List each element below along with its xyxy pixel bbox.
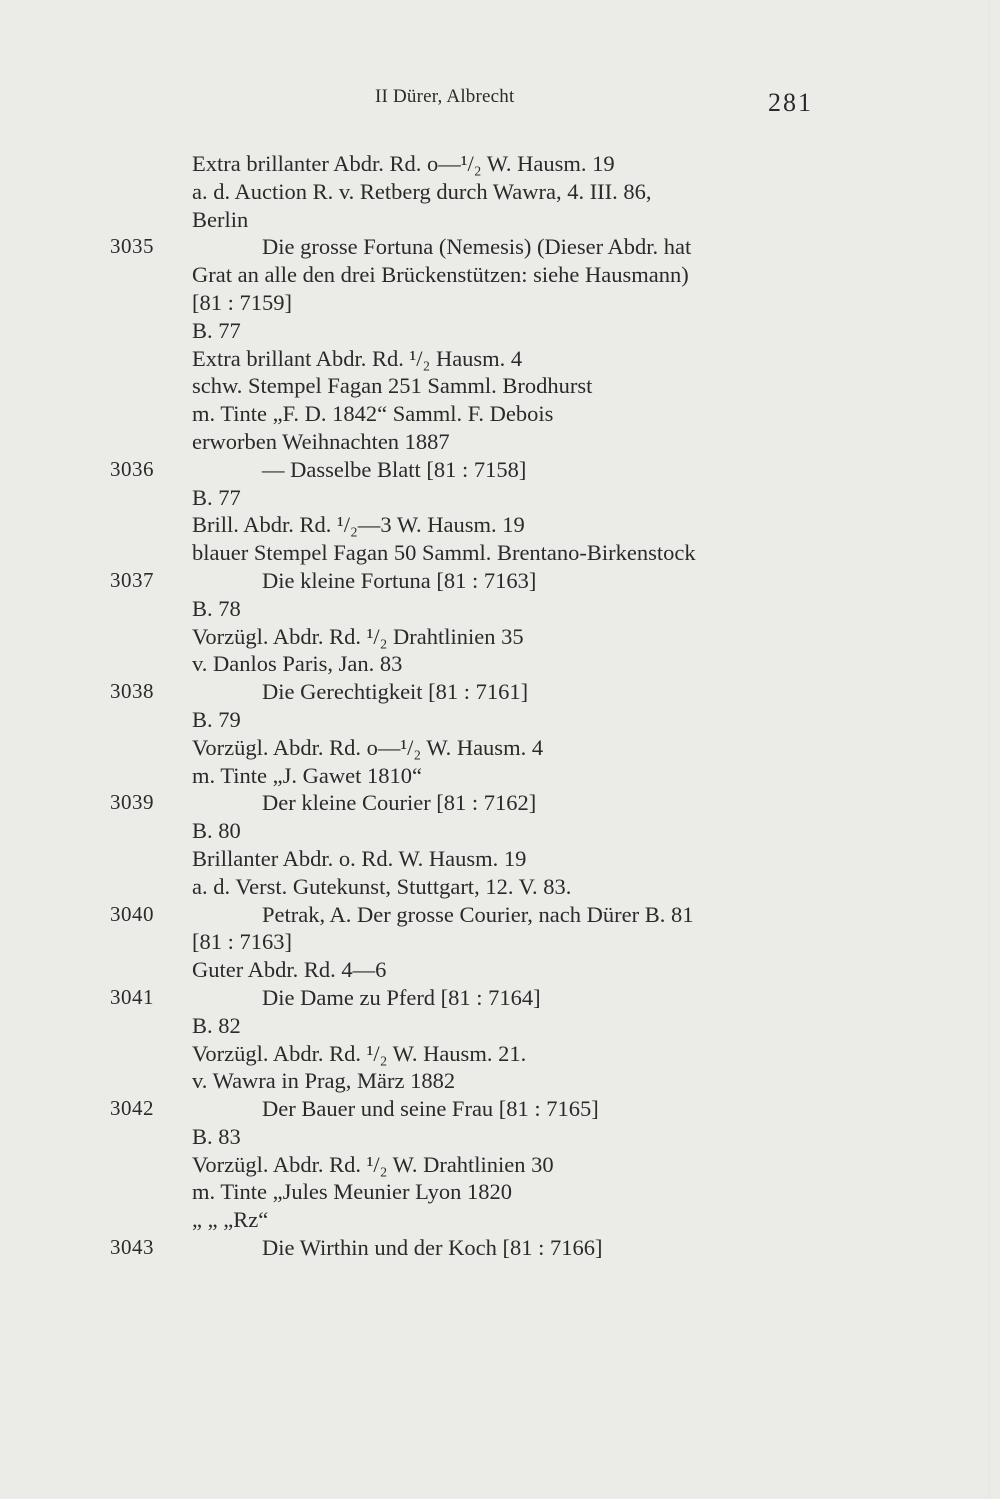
entry-text: Die Gerechtigkeit [81 : 7161] [262, 679, 529, 705]
catalogue-number: 3035 [110, 234, 154, 259]
entry-text: B. 78 [192, 595, 241, 621]
entry-text: „ „ „Rz“ [192, 1207, 269, 1233]
entry-line [0, 1067, 1000, 1095]
entry-text: Vorzügl. Abdr. Rd. ¹/₂ W. Drahtlinien 30 [192, 1151, 554, 1177]
entry-text: Der Bauer und seine Frau [81 : 7165] [262, 1096, 599, 1122]
entry-text: schw. Stempel Fagan 251 Samml. Brodhurst [192, 373, 593, 399]
entry-text: Grat an alle den drei Brückenstützen: siehe Hausmann) [192, 262, 689, 288]
entry-text: Vorzügl. Abdr. Rd. o—¹/₂ W. Hausm. 4 [192, 734, 544, 760]
entry-line [0, 539, 1000, 567]
page-header [0, 86, 1000, 116]
entry-line [0, 873, 1000, 901]
entry-text: Berlin [192, 206, 249, 232]
entry-line [0, 1206, 1000, 1234]
entry-text: Vorzügl. Abdr. Rd. ¹/₂ W. Hausm. 21. [192, 1040, 527, 1066]
entry-text: B. 77 [192, 484, 241, 510]
entry-text: a. d. Auction R. v. Retberg durch Wawra, 4. III. 86, [192, 178, 652, 204]
entry-text: m. Tinte „J. Gawet 1810“ [192, 762, 422, 788]
entry-text: Extra brillant Abdr. Rd. ¹/₂ Hausm. 4 [192, 345, 523, 371]
entry-line [0, 1040, 1000, 1068]
entry-line [0, 1012, 1000, 1040]
catalogue-number: 3038 [110, 679, 154, 704]
entry-line [0, 178, 1000, 206]
entry-first-line [0, 984, 1000, 1012]
entry-text: v. Wawra in Prag, März 1882 [192, 1068, 456, 1094]
entry-text: B. 83 [192, 1123, 241, 1149]
entry-first-line [0, 789, 1000, 817]
entry-first-line [0, 456, 1000, 484]
entry-line [0, 428, 1000, 456]
entry-line [0, 289, 1000, 317]
entry-text: — Dasselbe Blatt [81 : 7158] [262, 456, 527, 482]
entry-line [0, 1151, 1000, 1179]
catalogue-number: 3036 [110, 456, 154, 481]
entry-line [0, 928, 1000, 956]
entry-first-line [0, 567, 1000, 595]
entry-line [0, 762, 1000, 790]
entry-text: B. 77 [192, 317, 241, 343]
entry-line [0, 206, 1000, 234]
entry-text: erworben Weihnachten 1887 [192, 428, 450, 454]
entry-text: B. 80 [192, 818, 241, 844]
catalogue-number: 3043 [110, 1235, 154, 1260]
entry-first-line [0, 1095, 1000, 1123]
entry-text: m. Tinte „F. D. 1842“ Samml. F. Debois [192, 401, 554, 427]
entry-line [0, 817, 1000, 845]
entry-first-line [0, 233, 1000, 261]
catalogue-entries [0, 150, 1000, 1262]
entry-line [0, 345, 1000, 373]
entry-first-line [0, 1234, 1000, 1262]
entry-line [0, 734, 1000, 762]
entry-text: Brill. Abdr. Rd. ¹/₂—3 W. Hausm. 19 [192, 512, 525, 538]
entry-first-line [0, 901, 1000, 929]
entry-text: Brillanter Abdr. o. Rd. W. Hausm. 19 [192, 845, 527, 871]
entry-line [0, 261, 1000, 289]
entry-line [0, 845, 1000, 873]
entry-line [0, 150, 1000, 178]
entry-text: Extra brillanter Abdr. Rd. o—¹/₂ W. Hausm. 19 [192, 151, 615, 176]
entry-line [0, 706, 1000, 734]
entry-text: Der kleine Courier [81 : 7162] [262, 790, 537, 816]
entry-line [0, 595, 1000, 623]
catalogue-number: 3037 [110, 567, 154, 592]
entry-text: [81 : 7159] [192, 289, 292, 315]
entry-text: blauer Stempel Fagan 50 Samml. Brentano-Birkenstock [192, 540, 696, 566]
catalogue-number: 3039 [110, 790, 154, 815]
entry-line [0, 956, 1000, 984]
entry-line [0, 400, 1000, 428]
entry-line [0, 484, 1000, 512]
entry-first-line [0, 678, 1000, 706]
entry-line [0, 511, 1000, 539]
entry-line [0, 1178, 1000, 1206]
entry-text: [81 : 7163] [192, 929, 292, 955]
entry-text: Die Wirthin und der Koch [81 : 7166] [262, 1235, 603, 1261]
entry-text: Vorzügl. Abdr. Rd. ¹/₂ Drahtlinien 35 [192, 623, 524, 649]
entry-text: B. 79 [192, 706, 241, 732]
entry-text: Die Dame zu Pferd [81 : 7164] [262, 984, 541, 1010]
entry-text: v. Danlos Paris, Jan. 83 [192, 651, 403, 677]
entry-line [0, 1123, 1000, 1151]
entry-line [0, 623, 1000, 651]
running-head: II Dürer, Albrecht [375, 86, 515, 107]
entry-text: Die kleine Fortuna [81 : 7163] [262, 567, 537, 593]
entry-text: a. d. Verst. Gutekunst, Stuttgart, 12. V. 83. [192, 873, 572, 899]
entry-text: Die grosse Fortuna (Nemesis) (Dieser Abdr. hat [262, 234, 692, 260]
catalogue-number: 3041 [110, 984, 154, 1009]
page-edge-shade [989, 0, 990, 1499]
entry-line [0, 317, 1000, 345]
entry-text: m. Tinte „Jules Meunier Lyon 1820 [192, 1179, 512, 1205]
entry-line [0, 650, 1000, 678]
entry-text: Petrak, A. Der grosse Courier, nach Dürer B. 81 [262, 901, 694, 927]
page-number: 281 [768, 88, 813, 117]
catalogue-number: 3042 [110, 1096, 154, 1121]
entry-text: B. 82 [192, 1012, 241, 1038]
entry-line [0, 372, 1000, 400]
entry-text: Guter Abdr. Rd. 4—6 [192, 957, 387, 983]
catalogue-number: 3040 [110, 901, 154, 926]
